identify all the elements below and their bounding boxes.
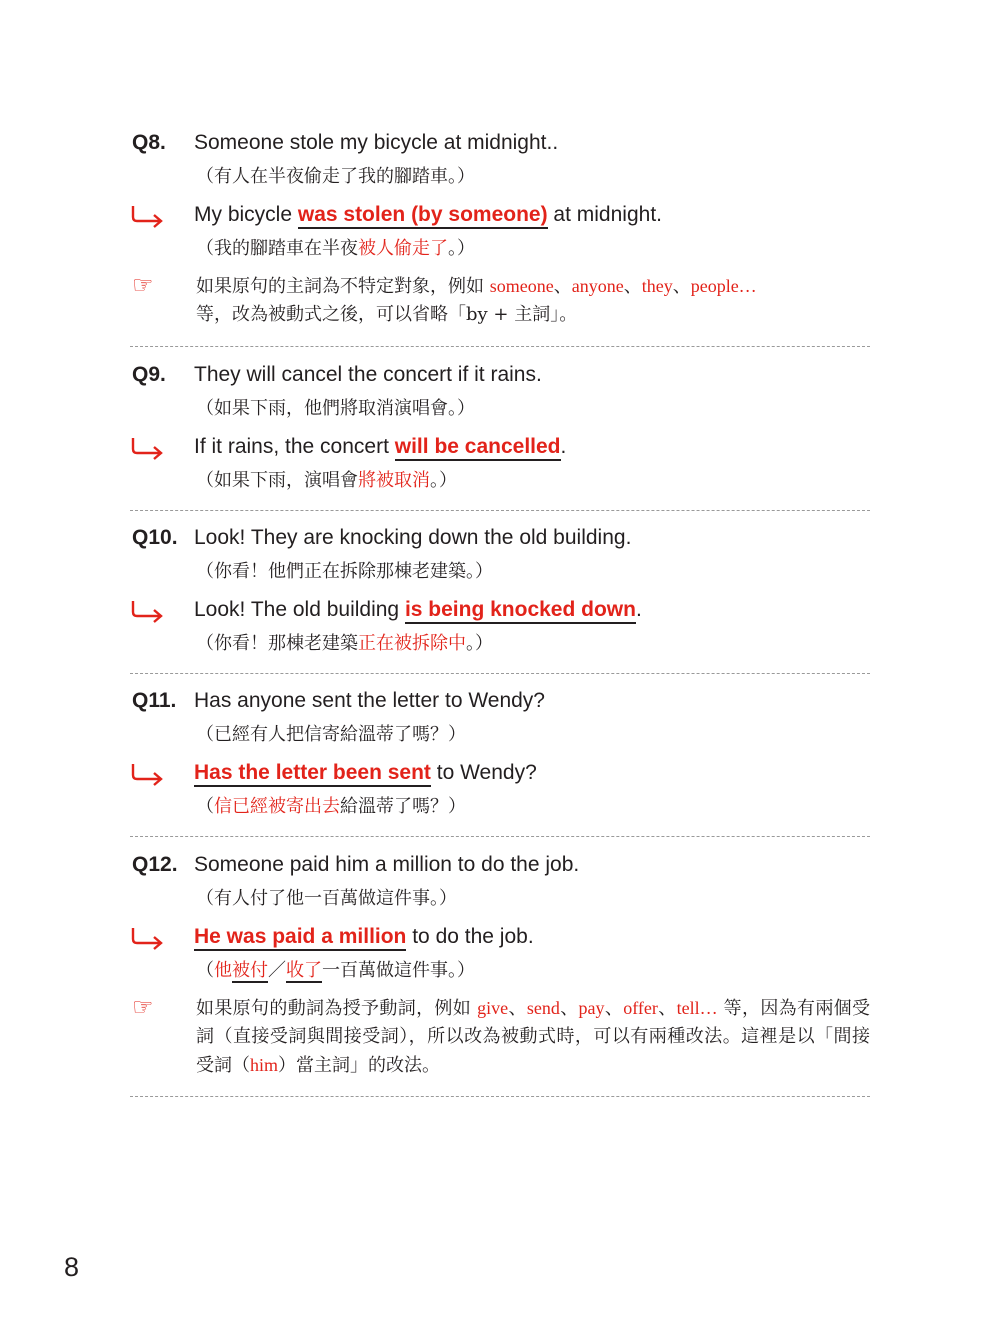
passive-highlight-zh: 被付 xyxy=(232,960,268,981)
question-label: Q12. xyxy=(132,853,178,876)
answer-sentence: Look! The old building is being knocked down. xyxy=(194,595,642,625)
question-label: Q11. xyxy=(132,689,177,712)
page-number: 8 xyxy=(64,1252,80,1282)
passive-highlight-zh: 信已經被寄出去 xyxy=(214,796,340,817)
passive-highlight-zh: 將被取消 xyxy=(358,470,430,491)
question-translation: （如果下雨，他們將取消演唱會。） xyxy=(196,398,475,419)
question-block-q10 xyxy=(130,523,870,663)
question-sentence: They will cancel the concert if it rains. xyxy=(194,363,542,386)
grammar-note xyxy=(130,994,870,1080)
arrow-right-turn-icon xyxy=(130,926,166,950)
answer-sentence: Has the letter been sent to Wendy? xyxy=(194,758,537,788)
section-divider xyxy=(130,346,870,347)
answer-sentence: My bicycle was stolen (by someone) at midnight. xyxy=(194,200,662,230)
arrow-right-turn-icon xyxy=(130,762,166,786)
section-divider xyxy=(130,673,870,674)
passive-highlight-zh-alt: 收了 xyxy=(286,960,322,981)
arrow-right-turn-icon xyxy=(130,599,166,623)
pointing-hand-icon: ☞ xyxy=(132,272,154,299)
question-block-q12 xyxy=(130,850,870,1080)
question-sentence: Someone paid him a million to do the job. xyxy=(194,853,580,876)
note-text: 如果原句的主詞為不特定對象，例如 someone、anyone、they、people… 等，改為被動式之後，可以省略「by + 主詞」。 xyxy=(196,276,757,325)
answer-sentence: He was paid a million to do the job. xyxy=(194,922,534,952)
answer-translation: （他被付／收了一百萬做這件事。） xyxy=(196,960,475,981)
passive-highlight: was stolen (by someone) xyxy=(298,203,548,229)
passive-highlight-zh: 正在被拆除中 xyxy=(358,633,466,654)
answer-translation: （如果下雨，演唱會將被取消。） xyxy=(196,470,457,491)
question-translation: （有人在半夜偷走了我的腳踏車。） xyxy=(196,166,475,187)
section-divider xyxy=(130,1096,870,1097)
question-translation: （有人付了他一百萬做這件事。） xyxy=(196,888,457,909)
question-sentence: Has anyone sent the letter to Wendy? xyxy=(194,689,545,712)
section-divider xyxy=(130,510,870,511)
arrow-right-turn-icon xyxy=(130,204,166,228)
question-block-q9 xyxy=(130,360,870,500)
question-sentence: Someone stole my bicycle at midnight.. xyxy=(194,131,559,154)
arrow-right-turn-icon xyxy=(130,436,166,460)
answer-sentence: If it rains, the concert will be cancelled. xyxy=(194,432,566,462)
passive-highlight-zh: 被人偷走了 xyxy=(358,238,448,259)
passive-highlight: He was paid a million xyxy=(194,925,406,951)
question-block-q8 xyxy=(130,128,870,329)
pointing-hand-icon: ☞ xyxy=(132,994,154,1021)
question-translation: （已經有人把信寄給溫蒂了嗎？） xyxy=(196,724,466,745)
question-label: Q10. xyxy=(132,526,178,549)
answer-translation: （信已經被寄出去給溫蒂了嗎？） xyxy=(196,796,466,817)
question-label: Q9. xyxy=(132,363,166,386)
answer-translation: （你看！那棟老建築正在被拆除中。） xyxy=(196,633,493,654)
question-label: Q8. xyxy=(132,131,166,154)
passive-highlight: Has the letter been sent xyxy=(194,761,431,787)
passive-highlight: is being knocked down xyxy=(405,598,636,624)
question-block-q11 xyxy=(130,686,870,826)
question-translation: （你看！他們正在拆除那棟老建築。） xyxy=(196,561,493,582)
passive-highlight: will be cancelled xyxy=(395,435,561,461)
section-divider xyxy=(130,836,870,837)
note-text: 如果原句的動詞為授予動詞，例如 give、send、pay、offer、tell… 等，因為有兩個受詞（直接受詞與間接受詞），所以改為被動式時，可以有兩種改法。這裡是以「間接受詞（him）當主詞」的改法。 xyxy=(196,998,871,1076)
grammar-note xyxy=(130,272,870,329)
answer-translation: （我的腳踏車在半夜被人偷走了。） xyxy=(196,238,475,259)
question-sentence: Look! They are knocking down the old building. xyxy=(194,526,632,549)
